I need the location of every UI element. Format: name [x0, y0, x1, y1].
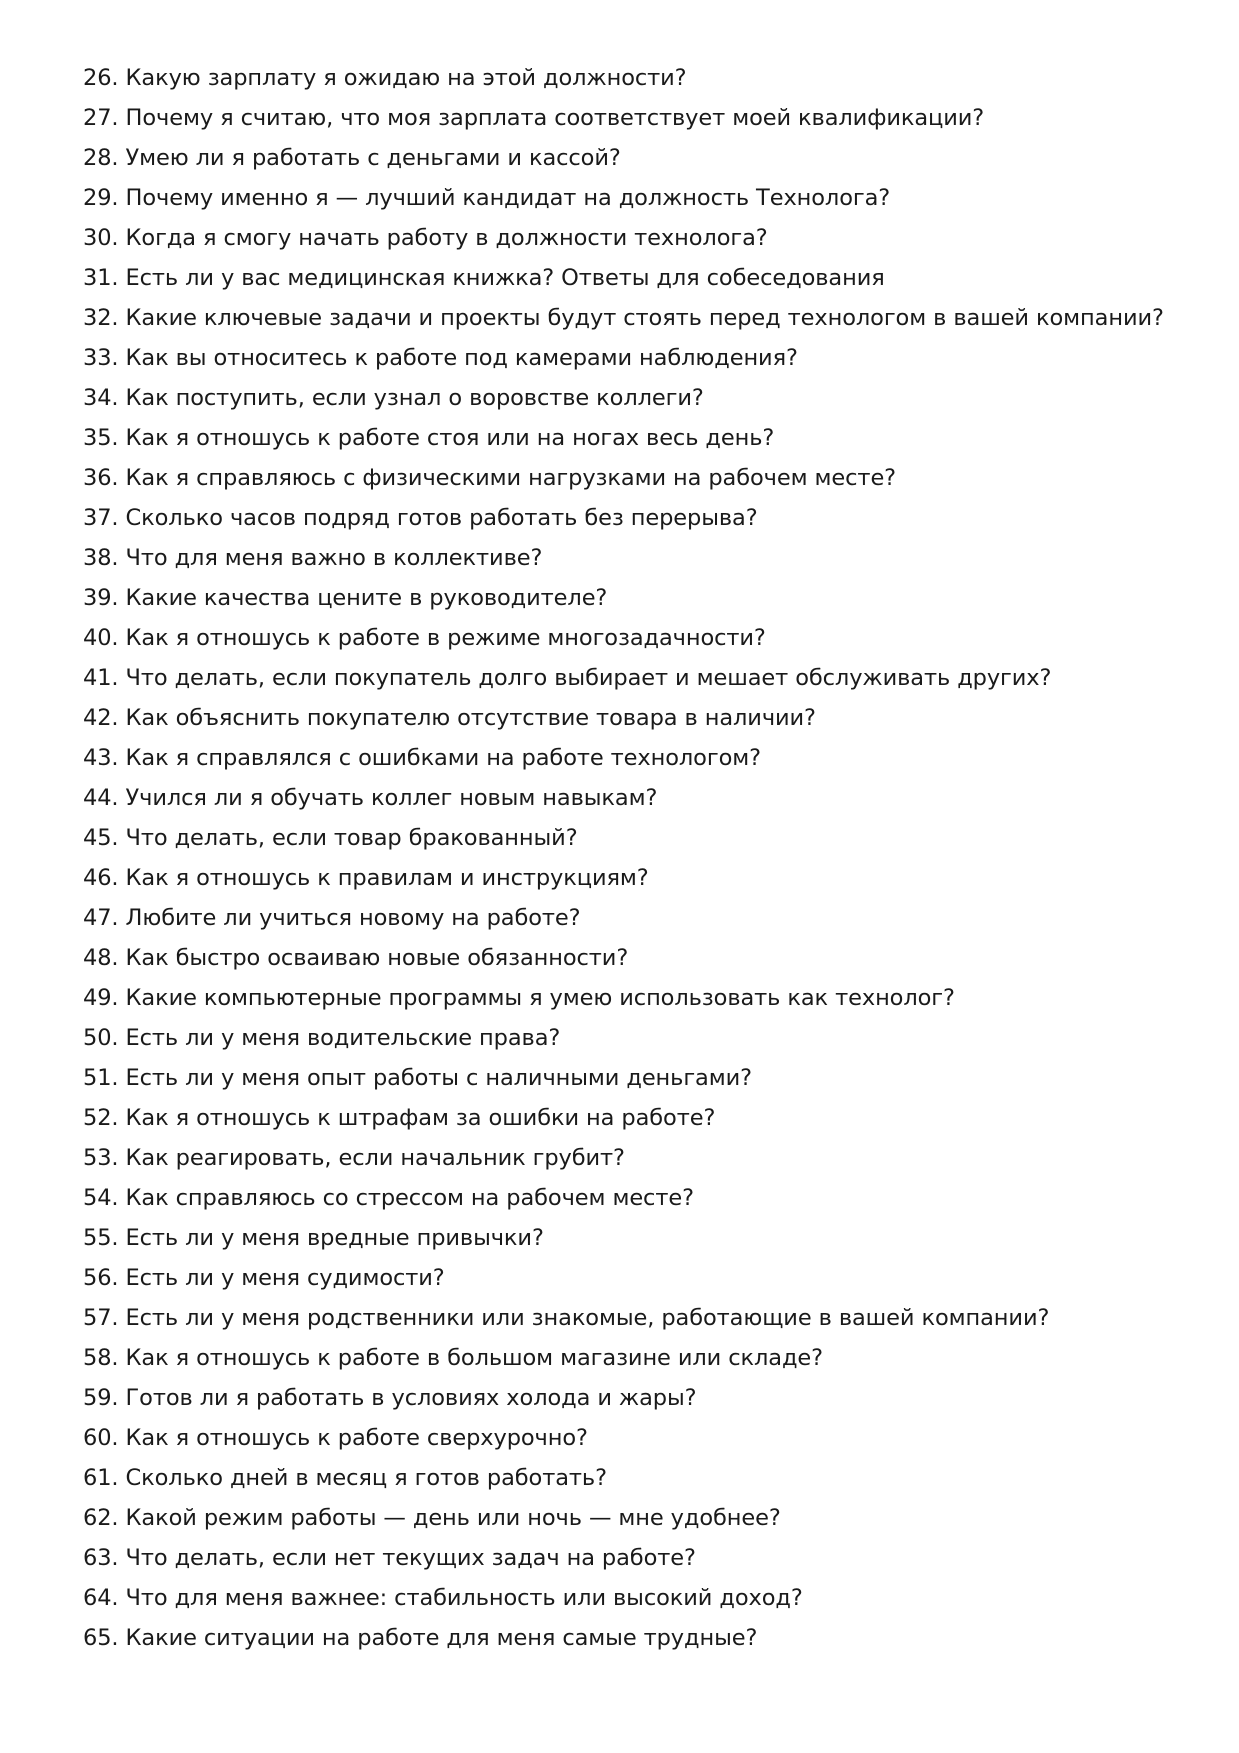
list-item: 32. Какие ключевые задачи и проекты будут стоять перед технологом в вашей компании? — [83, 305, 1164, 331]
list-item: 42. Как объяснить покупателю отсутствие товара в наличии? — [83, 705, 816, 731]
list-item: 41. Что делать, если покупатель долго выбирает и мешает обслуживать других? — [83, 665, 1052, 691]
list-item: 54. Как справляюсь со стрессом на рабочем месте? — [83, 1185, 694, 1211]
list-item: 29. Почему именно я — лучший кандидат на должность Технолога? — [83, 185, 891, 211]
list-item: 33. Как вы относитесь к работе под камерами наблюдения? — [83, 345, 798, 371]
question-list — [83, 58, 1203, 1658]
list-item: 55. Есть ли у меня вредные привычки? — [83, 1225, 544, 1251]
list-item: 62. Какой режим работы — день или ночь — мне удобнее? — [83, 1505, 781, 1531]
list-item: 61. Сколько дней в месяц я готов работать? — [83, 1465, 607, 1491]
list-item: 47. Любите ли учиться новому на работе? — [83, 905, 581, 931]
list-item: 30. Когда я смогу начать работу в должности технолога? — [83, 225, 768, 251]
list-item: 27. Почему я считаю, что моя зарплата соответствует моей квалификации? — [83, 105, 985, 131]
list-item: 59. Готов ли я работать в условиях холода и жары? — [83, 1385, 697, 1411]
list-item: 50. Есть ли у меня водительские права? — [83, 1025, 561, 1051]
list-item: 60. Как я отношусь к работе сверхурочно? — [83, 1425, 588, 1451]
list-item: 34. Как поступить, если узнал о воровстве коллеги? — [83, 385, 704, 411]
list-item: 45. Что делать, если товар бракованный? — [83, 825, 578, 851]
list-item: 57. Есть ли у меня родственники или знакомые, работающие в вашей компании? — [83, 1305, 1050, 1331]
list-item: 44. Учился ли я обучать коллег новым навыкам? — [83, 785, 658, 811]
list-item: 56. Есть ли у меня судимости? — [83, 1265, 445, 1291]
list-item: 53. Как реагировать, если начальник грубит? — [83, 1145, 625, 1171]
list-item: 38. Что для меня важно в коллективе? — [83, 545, 543, 571]
list-item: 36. Как я справляюсь с физическими нагрузками на рабочем месте? — [83, 465, 897, 491]
list-item: 35. Как я отношусь к работе стоя или на ногах весь день? — [83, 425, 775, 451]
list-item: 46. Как я отношусь к правилам и инструкциям? — [83, 865, 649, 891]
list-item: 37. Сколько часов подряд готов работать без перерыва? — [83, 505, 758, 531]
list-item: 64. Что для меня важнее: стабильность или высокий доход? — [83, 1585, 803, 1611]
list-item: 39. Какие качества цените в руководителе? — [83, 585, 608, 611]
list-item: 58. Как я отношусь к работе в большом магазине или складе? — [83, 1345, 824, 1371]
list-item: 51. Есть ли у меня опыт работы с наличными деньгами? — [83, 1065, 752, 1091]
list-item: 28. Умею ли я работать с деньгами и кассой? — [83, 145, 621, 171]
list-item: 52. Как я отношусь к штрафам за ошибки на работе? — [83, 1105, 716, 1131]
list-item: 31. Есть ли у вас медицинская книжка? Ответы для собеседования — [83, 265, 885, 291]
list-item: 26. Какую зарплату я ожидаю на этой должности? — [83, 65, 687, 91]
document-page — [83, 58, 1203, 1658]
list-item: 43. Как я справлялся с ошибками на работе технологом? — [83, 745, 761, 771]
list-item: 40. Как я отношусь к работе в режиме многозадачности? — [83, 625, 766, 651]
list-item: 48. Как быстро осваиваю новые обязанности? — [83, 945, 629, 971]
list-item: 49. Какие компьютерные программы я умею использовать как технолог? — [83, 985, 955, 1011]
list-item: 63. Что делать, если нет текущих задач на работе? — [83, 1545, 696, 1571]
list-item: 65. Какие ситуации на работе для меня самые трудные? — [83, 1625, 758, 1651]
